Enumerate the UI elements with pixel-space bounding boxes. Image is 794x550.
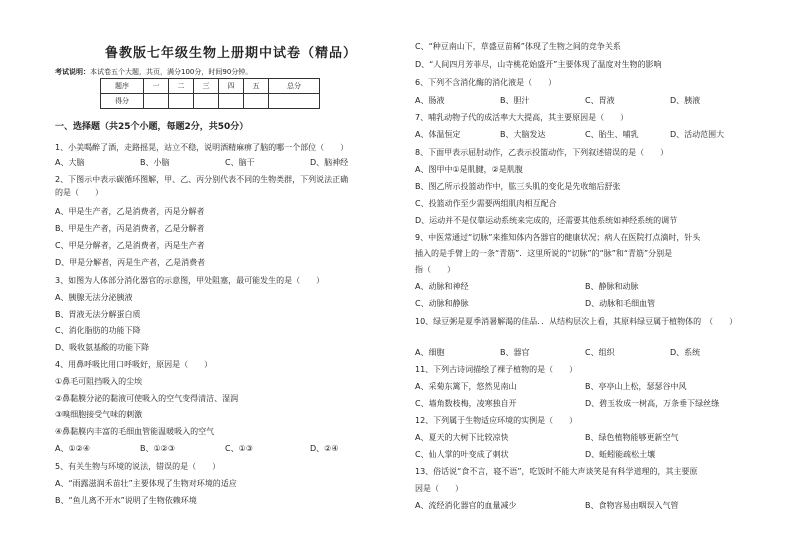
score-cell: 四: [219, 79, 244, 94]
option: B、图乙所示投篮动作中，肱三头肌的变化是先收缩后舒张: [415, 182, 621, 191]
score-table-score-row: [101, 94, 320, 109]
question-1: 1、小美喝醉了酒，走路摇晃，站立不稳，说明酒精麻痹了脑的哪一个部位（ ）: [55, 143, 349, 152]
option: A、大脑: [55, 158, 85, 167]
option: A、胰腺无法分泌胰液: [55, 293, 133, 302]
score-cell: 三: [194, 79, 219, 94]
question-4: 4、用鼻呼吸比用口呼吸好，原因是（ ）: [55, 360, 213, 369]
option: D、胰液: [670, 96, 701, 105]
score-input-cell: [219, 94, 244, 109]
option: C、①③: [225, 444, 253, 453]
score-input-cell: [269, 94, 320, 109]
statement: ①鼻毛可阻挡吸入的尘埃: [55, 377, 143, 386]
option: B、胃液无法分解蛋白质: [55, 310, 141, 319]
question-8: 8、下面甲表示屈肘动作，乙表示投篮动作，下列叙述错误的是（ ）: [415, 148, 669, 157]
option: D、系统: [670, 348, 701, 357]
option: B、“鱼儿离不开水”说明了生物依赖环境: [55, 496, 197, 505]
score-cell: 得分: [101, 94, 144, 109]
question-13: 13、俗话说“食不言，寝不语”，吃饭时不能大声谈笑是有科学道理的，其主要原: [415, 467, 698, 476]
option: D、运动并不是仅靠运动系统来完成的，还需要其他系统如神经系统的调节: [415, 216, 678, 225]
option: B、亭亭山上松，瑟瑟谷中风: [585, 382, 687, 391]
option: D、“人间四月芳菲尽，山寺桃花始盛开”主要体现了温度对生物的影响: [415, 60, 662, 69]
question-9: 9、中医常通过“切脉”来推知体内各器官的健康状况；病人在医院打点滴时，针头: [415, 233, 701, 242]
option: C、仙人掌的叶变成了刺状: [415, 450, 509, 459]
option: D、蚯蚓能疏松土壤: [585, 450, 656, 459]
score-input-cell: [144, 94, 169, 109]
option: A、体温恒定: [415, 130, 461, 139]
exam-note: [55, 67, 252, 77]
option: A、图甲中①是肌腱，②是肌腹: [415, 165, 523, 174]
option: D、吸收氨基酸的功能下降: [55, 343, 150, 352]
option: A、甲是生产者，乙是消费者，丙是分解者: [55, 207, 205, 216]
question-9-cont: 指（ ）: [415, 265, 455, 274]
option: B、①②③: [140, 444, 176, 453]
option: B、绿色植物能够更新空气: [585, 433, 679, 442]
option: A、“雨露滋润禾苗壮”主要体现了生物对环境的适应: [55, 479, 237, 488]
option: D、甲是分解者，丙是生产者，乙是消费者: [55, 258, 206, 267]
option: D、脑神经: [310, 158, 349, 167]
option: D、②④: [310, 444, 339, 453]
option: A、采菊东篱下，悠然见南山: [415, 382, 517, 391]
option: C、胃液: [585, 96, 615, 105]
option: A、细胞: [415, 348, 445, 357]
option: D、碧玉妆成一树高，万条垂下绿丝绦: [585, 399, 720, 408]
score-table: [100, 78, 320, 109]
option: B、静脉和动脉: [585, 282, 639, 291]
question-12: 12、下列属于生物适应环境的实例是（ ）: [415, 416, 578, 425]
score-cell: 总分: [269, 79, 320, 94]
option: C、脑干: [225, 158, 255, 167]
option: C、墙角数枝梅，凌寒独自开: [415, 399, 517, 408]
section-heading: 一、选择题（共25个小题，每题2分，共50分）: [55, 122, 249, 132]
question-10: 10、绿豆粥是夏季消暑解渴的佳品．．从结构层次上看，其原料绿豆属于植物体的 （ ）: [415, 317, 738, 326]
question-13-cont: 因是（ ）: [415, 484, 463, 493]
option: C、动脉和静脉: [415, 299, 469, 308]
question-5: 5、有关生物与环境的说法，错误的是（ ）: [55, 462, 221, 471]
note-label: 考试说明：: [55, 68, 90, 76]
option: C、胎生、哺乳: [585, 130, 639, 139]
option: C、甲是分解者，乙是消费者，丙是生产者: [55, 241, 205, 250]
option: A、流经消化器官的血量减少: [415, 501, 517, 510]
option: B、大脑发达: [500, 130, 546, 139]
score-input-cell: [244, 94, 269, 109]
option: B、甲是生产者，丙是消费者，乙是分解者: [55, 224, 205, 233]
score-input-cell: [169, 94, 194, 109]
question-9-cont: 插入的是手臂上的一条“青筋”．这里所说的“切脉”的“脉”和“青筋”分别是: [415, 249, 673, 258]
option: C、消化脂肪的功能下降: [55, 326, 141, 335]
score-cell: 一: [144, 79, 169, 94]
option: A、夏天的大树下比较凉快: [415, 433, 509, 442]
option: C、“种豆南山下，草盛豆苗稀”体现了生物之间的竞争关系: [415, 42, 621, 51]
option: B、胆汁: [500, 96, 530, 105]
score-cell: 题序: [101, 79, 144, 94]
question-11: 11、下列古诗词描绘了裸子植物的是（ ）: [415, 365, 578, 374]
statement: ②鼻黏膜分泌的黏液可使吸入的空气变得清洁、湿润: [55, 394, 239, 403]
option: C、组织: [585, 348, 615, 357]
option: A、动脉和神经: [415, 282, 469, 291]
option: B、器官: [500, 348, 530, 357]
question-7: 7、哺乳动物子代的成活率大大提高，其主要原因是（ ）: [415, 113, 629, 122]
option: D、活动范围大: [670, 130, 725, 139]
option: A、肠液: [415, 96, 445, 105]
question-6: 6、下列不含消化酶的消化液是（ ）: [415, 78, 557, 87]
option: B、小脑: [140, 158, 170, 167]
option: D、动脉和毛细血管: [585, 299, 656, 308]
statement: ④鼻黏膜内丰富的毛细血管能温暖吸入的空气: [55, 427, 215, 436]
score-table-header-row: [101, 79, 320, 94]
question-2-cont: 的是（ ）: [55, 188, 103, 197]
score-input-cell: [194, 94, 219, 109]
question-3: 3、如图为人体部分消化器官的示意图，甲处阻塞，最可能发生的是（ ）: [55, 276, 325, 285]
option: B、食物容易由咽误入气管: [585, 501, 679, 510]
score-cell: 五: [244, 79, 269, 94]
question-2: 2、下图示中表示碳循环图解，甲、乙、丙分别代表不同的生物类群，下列说法正确: [55, 175, 349, 184]
option: A、①②④: [55, 444, 90, 453]
note-text: 本试卷五个大题，共页，满分100分，时间90分钟。: [90, 68, 253, 76]
option: C、投篮动作至少需要两组肌肉相互配合: [415, 199, 557, 208]
statement: ③嗅细胞接受气味的刺激: [55, 410, 143, 419]
exam-title: 鲁教版七年级生物上册期中试卷（精品）: [105, 46, 358, 61]
score-cell: 二: [169, 79, 194, 94]
